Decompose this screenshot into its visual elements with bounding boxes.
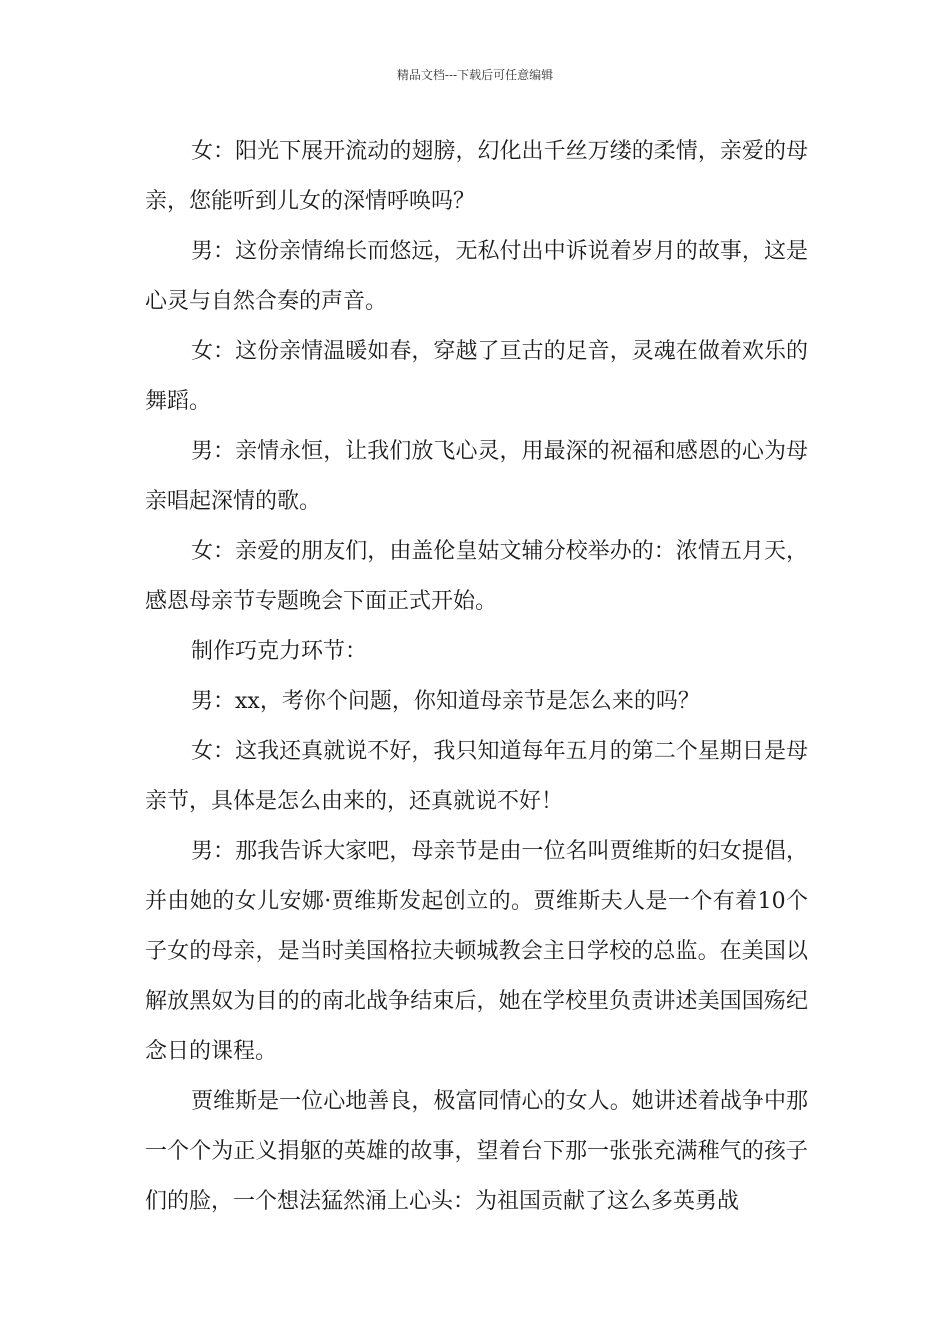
- paragraph-10: 贾维斯是一位心地善良，极富同情心的女人。她讲述着战争中那一个个为正义捐躯的英雄的故事，望着台下那一张张充满稚气的孩子们的脸，一个想法猛然涌上心头：为祖国贡献了这么多英勇战: [145, 1089, 808, 1214]
- paragraph-9: 男：那我告诉大家吧，母亲节是由一位名叫贾维斯的妇女提倡，并由她的女儿安娜·贾维斯发起创立的。贾维斯夫人是一个有着10个子女的母亲，是当时美国格拉夫顿城教会主日学校的总监。在美国以解放黑奴为目的的南北战争结束后，她在学校里负责讲述美国国殇纪念日的课程。: [145, 839, 808, 1064]
- document-body: [145, 127, 808, 1227]
- paragraph-7: 男：xx，考你个问题，你知道母亲节是怎么来的吗？: [191, 689, 700, 714]
- paragraph-8: 女：这我还真就说不好，我只知道每年五月的第二个星期日是母亲节，具体是怎么由来的，还真就说不好！: [145, 739, 808, 814]
- paragraph-6: 制作巧克力环节：: [191, 639, 368, 664]
- paragraph-3: 女：这份亲情温暖如春，穿越了亘古的足音，灵魂在做着欢乐的舞蹈。: [145, 339, 808, 414]
- page-header: 精品文档---下载后可任意编辑: [396, 68, 554, 82]
- paragraph-2: 男：这份亲情绵长而悠远，无私付出中诉说着岁月的故事，这是心灵与自然合奏的声音。: [145, 239, 808, 314]
- paragraph-4: 男：亲情永恒，让我们放飞心灵，用最深的祝福和感恩的心为母亲唱起深情的歌。: [145, 439, 808, 514]
- paragraph-5: 女：亲爱的朋友们，由盖伦皇姑文辅分校举办的：浓情五月天，感恩母亲节专题晚会下面正式开始。: [145, 539, 808, 614]
- paragraph-1: 女：阳光下展开流动的翅膀，幻化出千丝万缕的柔情，亲爱的母亲，您能听到儿女的深情呼唤吗？: [145, 139, 808, 214]
